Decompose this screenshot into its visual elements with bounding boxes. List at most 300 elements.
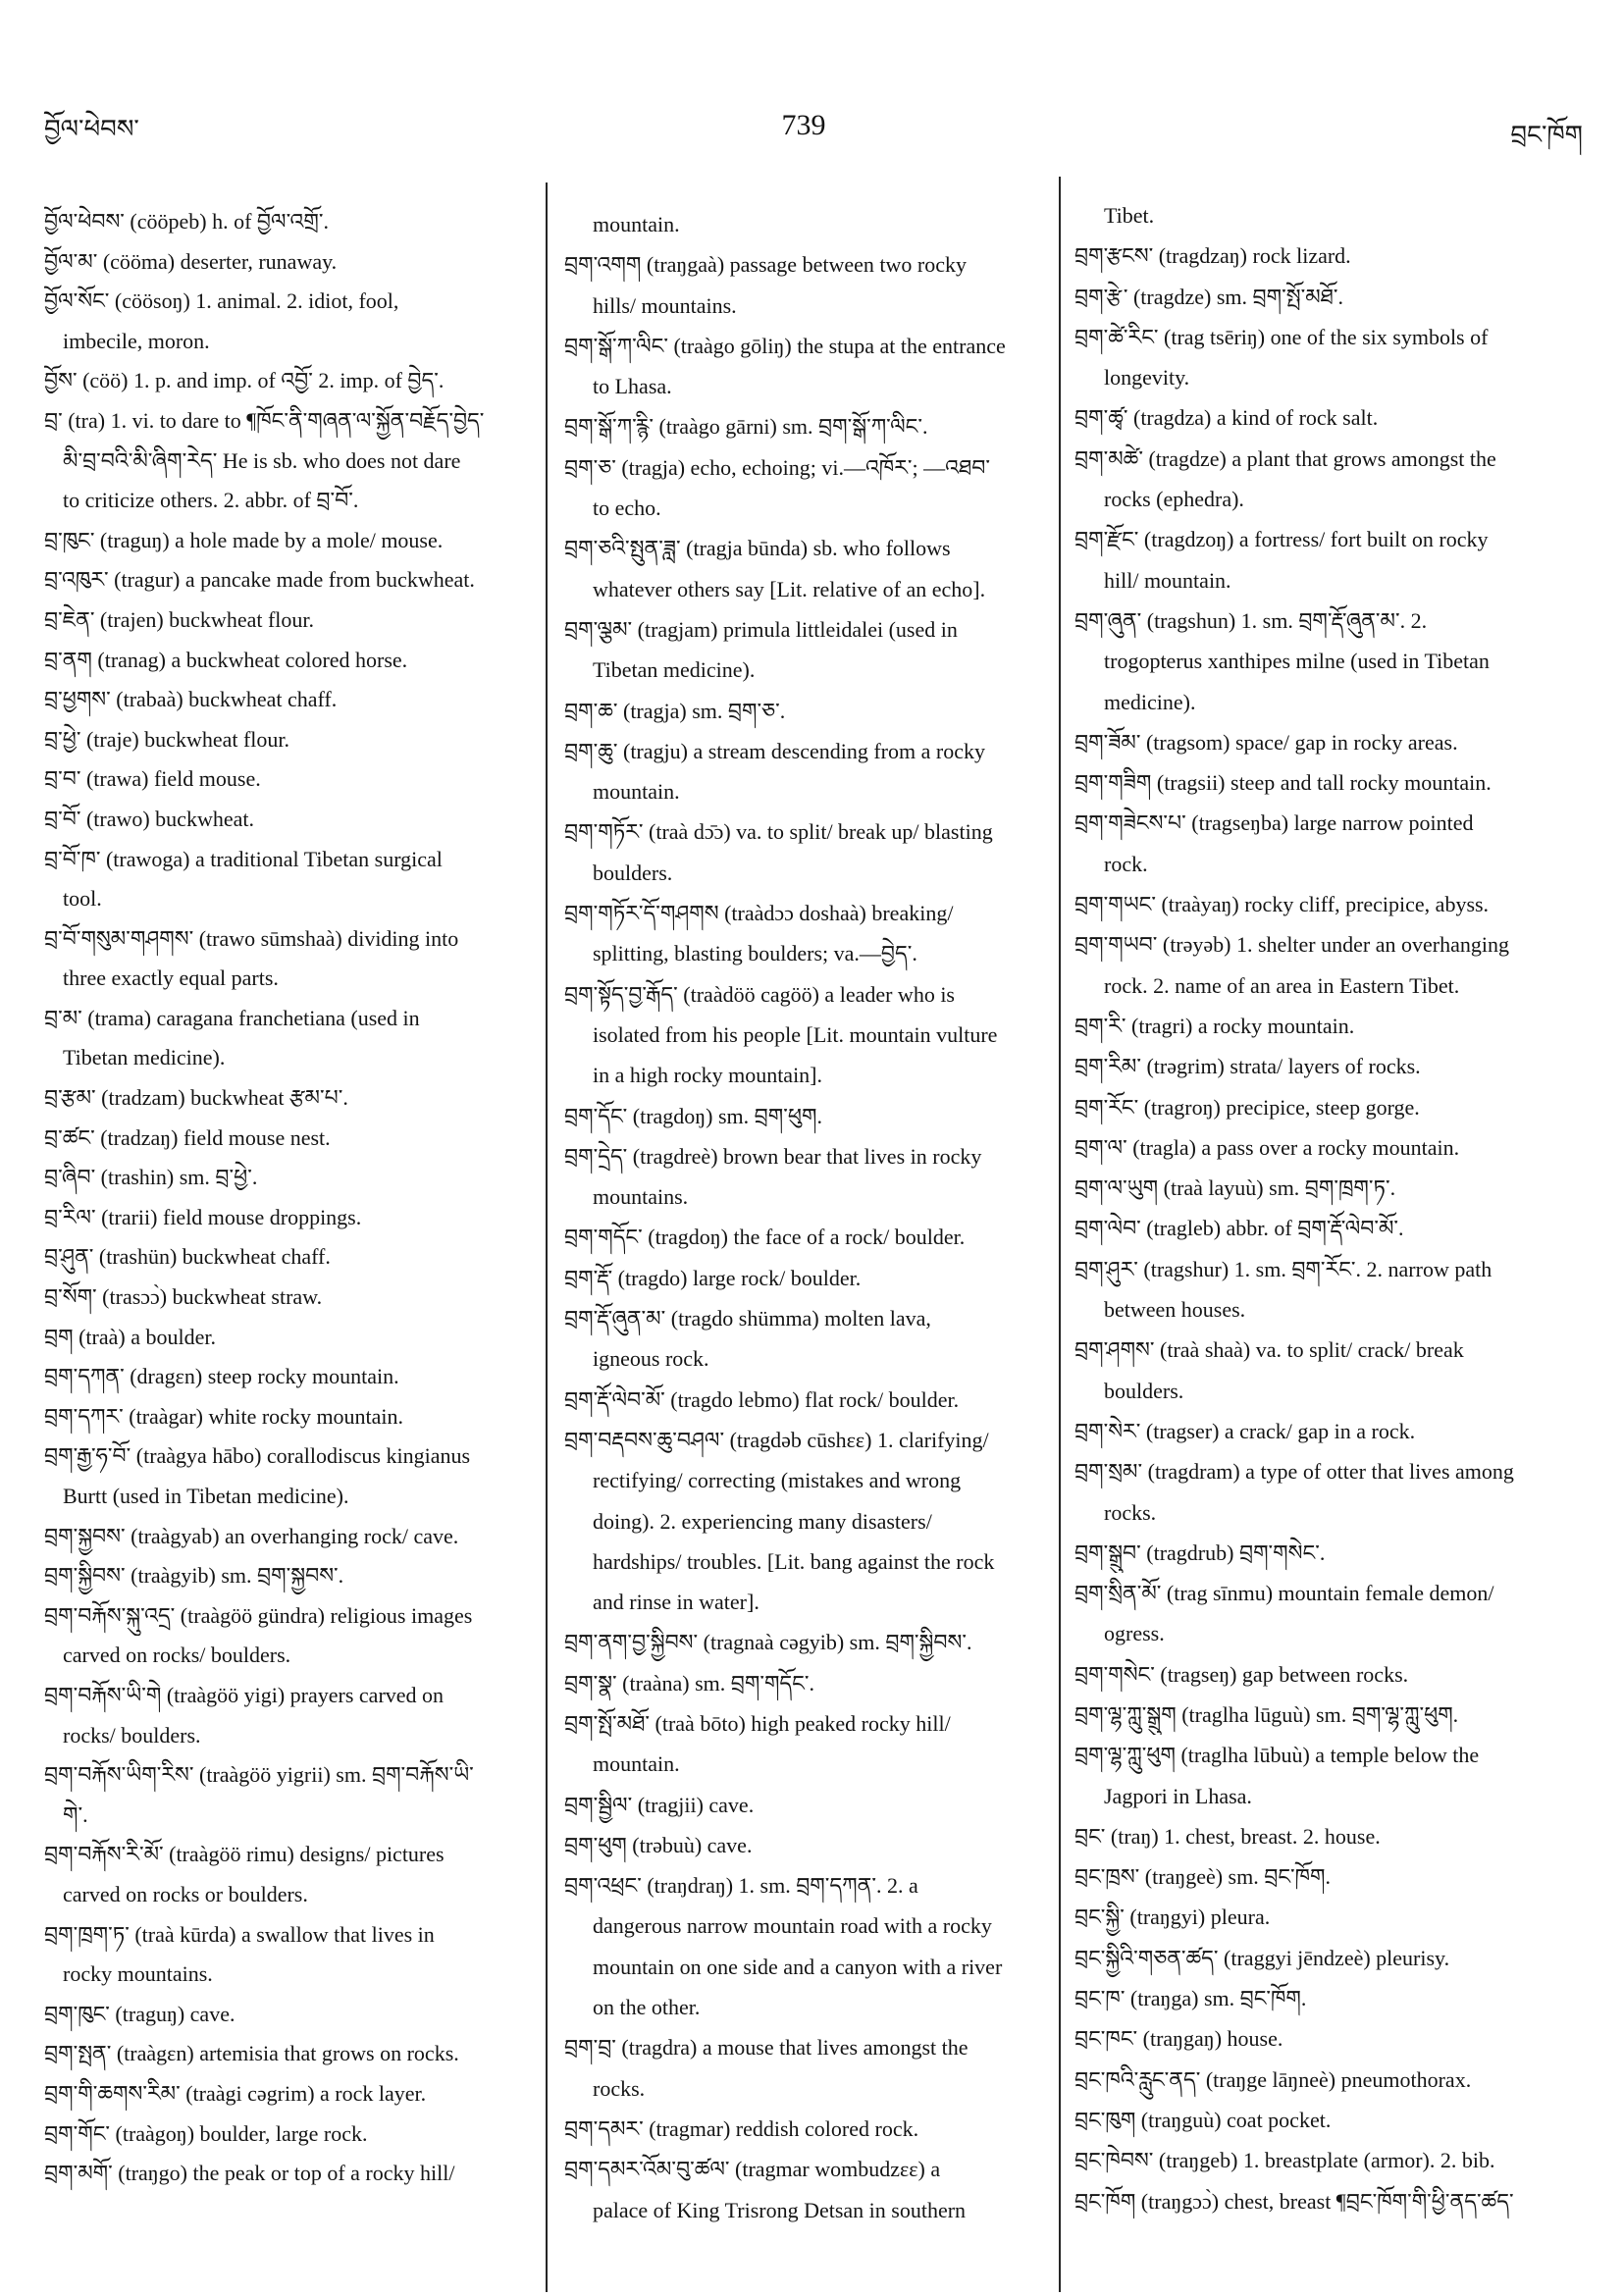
entry-continuation-line bbox=[564, 650, 1044, 690]
entry-headline bbox=[44, 1078, 535, 1119]
dictionary-entry bbox=[44, 759, 535, 800]
entry-line-text: བྲག་ཁུང་ (traguŋ) cave. bbox=[44, 2001, 236, 2026]
column-divider bbox=[546, 183, 548, 2292]
entry-headline bbox=[564, 2109, 1044, 2149]
entry-headline bbox=[44, 800, 535, 840]
entry-headline bbox=[1074, 2018, 1591, 2059]
entry-line-text: བྲ་རིལ་ (trarii) field mouse droppings. bbox=[44, 1204, 362, 1229]
entry-line-text: ogress. bbox=[1104, 1621, 1165, 1646]
entry-line-text: mountains. bbox=[593, 1184, 689, 1210]
entry-continuation-line bbox=[564, 853, 1044, 893]
entry-continuation-line bbox=[44, 481, 535, 521]
entry-line-text: བྲག་གདོང་ (tragdoŋ) the face of a rock/ boulder. bbox=[564, 1225, 966, 1250]
entry-headline bbox=[44, 242, 535, 283]
entry-line-text: བྲག་མགོ་ (traŋgo) the peak or top of a rocky hill/ bbox=[44, 2161, 455, 2186]
dictionary-entry bbox=[1074, 600, 1591, 722]
dictionary-entry bbox=[564, 691, 1044, 731]
entry-headline bbox=[564, 244, 1044, 285]
dictionary-entry bbox=[564, 2027, 1044, 2109]
entry-headline bbox=[44, 1995, 535, 2035]
entry-line-text: rock. bbox=[1104, 851, 1148, 876]
entry-line-text: བྲ་སོག་ (trasɔɔ̀) buckwheat straw. bbox=[44, 1284, 323, 1310]
dictionary-entry bbox=[564, 447, 1044, 529]
dictionary-entry bbox=[1074, 235, 1591, 276]
entry-headline bbox=[564, 1136, 1044, 1176]
entry-line-text: on the other. bbox=[593, 1995, 701, 2020]
entry-continuation-line bbox=[1074, 965, 1591, 1006]
entry-headline bbox=[44, 2114, 535, 2155]
entry-headline bbox=[1074, 762, 1591, 803]
entry-line-text: བྲ་མ་ (trama) caragana franchetiana (used in bbox=[44, 1005, 420, 1030]
entry-line-text: tool. bbox=[63, 886, 102, 912]
entry-continuation-line bbox=[44, 959, 535, 999]
entry-line-text: palace of King Trisrong Detsan in southern bbox=[593, 2197, 967, 2222]
entry-line-text: བྲག་ཅའི་སྤུན་ཟླ་ (tragja būnda) sb. who follows bbox=[564, 536, 951, 561]
column-2 bbox=[564, 204, 1044, 2235]
dictionary-entry bbox=[44, 560, 535, 600]
entry-headline bbox=[44, 759, 535, 800]
dictionary-entry bbox=[1074, 2100, 1591, 2140]
entry-headline bbox=[564, 1865, 1044, 1905]
entry-line-text: བྲག་ཁྲག་ཏ་ (traà kūrda) a swallow that lives in bbox=[44, 1921, 435, 1947]
dictionary-entry bbox=[1074, 519, 1591, 600]
dictionary-entry bbox=[44, 1318, 535, 1358]
entry-headline bbox=[1074, 924, 1591, 965]
entry-headline bbox=[1074, 1695, 1591, 1735]
entry-headline bbox=[564, 811, 1044, 852]
dictionary-entry bbox=[44, 1198, 535, 1238]
entry-headline bbox=[44, 641, 535, 681]
entry-line-text: བྲག་སྤན་ (traàgɛn) artemisia that grows on rocks. bbox=[44, 2041, 459, 2066]
entry-continuation-line bbox=[564, 1460, 1044, 1500]
entry-line-text: བྲག་སྐྱིབས་ (traàgyib) sm. བྲག་སྐྱབས་. bbox=[44, 1563, 344, 1589]
entry-line-text: བྲ་ཁུང་ (traguŋ) a hole made by a mole/ mouse. bbox=[44, 527, 444, 552]
entry-line-text: བྲག་དམར་ (tragmar) reddish colored rock. bbox=[564, 2115, 919, 2141]
entry-line-text: བྲང་ཁྲས་ (traŋgeè) sm. བྲང་ཁོག. bbox=[1074, 1864, 1332, 1890]
dictionary-entry bbox=[44, 1517, 535, 1557]
entry-continuation-line bbox=[564, 1947, 1044, 1987]
entry-headline bbox=[564, 326, 1044, 366]
dictionary-entry bbox=[1074, 1856, 1591, 1897]
entry-line-text: བྲག་རྡོ་ (tragdo) large rock/ boulder. bbox=[564, 1265, 862, 1290]
entry-line-text: rocks. bbox=[593, 2075, 646, 2101]
entry-line-text: བྲག་བརྐོས་ཡིག་རིས་ (traàgöö yigrii) sm. བྲག་བརྐོས་ཡི་ bbox=[44, 1762, 474, 1788]
dictionary-entry bbox=[1074, 1249, 1591, 1331]
entry-line-text: rock. 2. name of an area in Eastern Tibet. bbox=[1104, 972, 1460, 998]
entry-headline bbox=[564, 1622, 1044, 1662]
dictionary-entry bbox=[564, 528, 1044, 609]
dictionary-entry bbox=[1074, 1573, 1591, 1654]
dictionary-entry bbox=[44, 1078, 535, 1119]
dictionary-entry bbox=[1074, 803, 1591, 884]
entry-headline bbox=[564, 1420, 1044, 1460]
entry-headline bbox=[44, 680, 535, 720]
entry-line-text: mountain. bbox=[593, 779, 680, 805]
entry-headline bbox=[44, 1158, 535, 1198]
entry-headline bbox=[44, 1119, 535, 1159]
entry-line-text: བྲག་དྲེད་ (tragdreè) brown bear that lives in rocky bbox=[564, 1143, 982, 1169]
dictionary-entry bbox=[1074, 1006, 1591, 1046]
dictionary-entry bbox=[564, 326, 1044, 407]
entry-line-text: rectifying/ correcting (mistakes and wrong bbox=[593, 1468, 962, 1493]
entry-line-text: boulders. bbox=[593, 860, 673, 885]
entry-headline bbox=[564, 731, 1044, 771]
entry-continuation-line bbox=[564, 1744, 1044, 1784]
dictionary-entry bbox=[44, 401, 535, 521]
entry-line-text: བྲག་ལ་ཡུག (traà layuù) sm. བྲག་ཁྲག་ཏ་. bbox=[1074, 1175, 1396, 1201]
entry-line-text: བྲག་དམར་འོམ་བུ་ཚལ་ (tragmar wombudzɛɛ) a bbox=[564, 2157, 941, 2182]
entry-headline bbox=[1074, 1330, 1591, 1370]
entry-line-text: isolated from his people [Lit. mountain vulture bbox=[593, 1021, 998, 1047]
entry-headline bbox=[1074, 1046, 1591, 1086]
entry-headline bbox=[1074, 1938, 1591, 1978]
column-divider bbox=[1059, 177, 1061, 2292]
dictionary-entry bbox=[44, 1556, 535, 1596]
entry-line-text: བྲ་བོ་ཁ་ (trawoga) a traditional Tibetan surgical bbox=[44, 846, 443, 871]
entry-line-text: བྲག་ཆུ་ (tragju) a stream descending from a rocky bbox=[564, 738, 985, 763]
entry-line-text: བྲག་སྒྲུབ་ (tragdrub) བྲག་གསེང་. bbox=[1074, 1539, 1326, 1565]
entry-headline bbox=[564, 528, 1044, 568]
dictionary-entry bbox=[44, 1278, 535, 1318]
entry-continuation-line bbox=[44, 879, 535, 919]
dictionary-entry bbox=[564, 1136, 1044, 1218]
entry-line-text: བྲག་གཟིག (tragsii) steep and tall rocky mountain. bbox=[1074, 770, 1492, 796]
entry-continuation-line bbox=[564, 366, 1044, 406]
entry-headline bbox=[44, 600, 535, 641]
entry-line-text: in a high rocky mountain]. bbox=[593, 1063, 823, 1088]
entry-line-text: བྲག་སྲམ་ (tragdram) a type of otter that lives among bbox=[1074, 1459, 1514, 1485]
dictionary-entry bbox=[44, 1119, 535, 1159]
entry-headline bbox=[564, 893, 1044, 933]
entry-line-text: བྲང་ཁེབས་ (traŋgeb) 1. breastplate (armor). 2. bib. bbox=[1074, 2148, 1495, 2173]
entry-line-text: dangerous narrow mountain road with a rocky bbox=[593, 1913, 992, 1939]
entry-line-text: བྲག་ཚྭ་ (tragdza) a kind of rock salt. bbox=[1074, 405, 1379, 431]
entry-continuation-line bbox=[1074, 560, 1591, 600]
dictionary-entry bbox=[564, 1663, 1044, 1703]
dictionary-entry bbox=[564, 1298, 1044, 1380]
dictionary-entry bbox=[1074, 1208, 1591, 1248]
entry-line-text: བྲག་གསེང་ (tragseŋ) gap between rocks. bbox=[1074, 1661, 1409, 1687]
entry-line-text: Tibet. bbox=[1104, 203, 1155, 228]
entry-headline bbox=[1074, 1897, 1591, 1937]
entry-headline bbox=[1074, 277, 1591, 317]
dictionary-entry bbox=[44, 1755, 535, 1835]
entry-headline bbox=[44, 521, 535, 561]
dictionary-entry bbox=[1074, 317, 1591, 398]
entry-line-text: བྲག་སྐྱབས་ (traàgyab) an overhanging rock/ cave. bbox=[44, 1523, 459, 1548]
entry-line-text: hill/ mountain. bbox=[1104, 567, 1231, 593]
entry-line-text: བྱོལ་མ་ (cööma) deserter, runaway. bbox=[44, 248, 338, 274]
entry-continuation-line bbox=[564, 1338, 1044, 1379]
dictionary-entry bbox=[564, 1703, 1044, 1785]
entry-line-text: three exactly equal parts. bbox=[63, 965, 279, 991]
entry-headline bbox=[1074, 1735, 1591, 1775]
entry-line-text: བྲ་ཞིབ་ (trashin) sm. བྲ་ཕྱེ་. bbox=[44, 1165, 258, 1190]
entry-line-text: བྲག་སེར་ (tragser) a crack/ gap in a rock. bbox=[1074, 1418, 1416, 1443]
dictionary-entry bbox=[1074, 2181, 1591, 2221]
dictionary-entry bbox=[1074, 1451, 1591, 1533]
entry-line-text: བྲག་སྤོ་མཐོ་ (traà bōto) high peaked rocky hill/ bbox=[564, 1710, 951, 1736]
entry-line-text: བྲག་སྒོ་ཀ་ལིང་ (traàgo gōliŋ) the stupa at the entrance bbox=[564, 333, 1006, 358]
entry-continuation-line bbox=[1074, 1371, 1591, 1411]
entry-line-text: carved on rocks/ boulders. bbox=[63, 1643, 291, 1668]
entry-line-text: བྲ་ཚང་ (tradzaŋ) field mouse nest. bbox=[44, 1124, 331, 1150]
entry-line-text: to Lhasa. bbox=[593, 374, 672, 399]
entry-line-text: བྲག་རྡོ་ཞུན་མ་ (tragdo shümma) molten lava, bbox=[564, 1306, 931, 1331]
entry-headline bbox=[44, 202, 535, 242]
dictionary-entry bbox=[44, 1915, 535, 1995]
entry-headline bbox=[44, 1357, 535, 1397]
dictionary-entry bbox=[44, 282, 535, 361]
entry-line-text: mountain on one side and a canyon with a river bbox=[593, 1954, 1003, 1979]
dictionary-entry bbox=[564, 1785, 1044, 1825]
dictionary-entry bbox=[44, 1158, 535, 1198]
entry-headline bbox=[1074, 1168, 1591, 1208]
dictionary-entry bbox=[1074, 439, 1591, 520]
entry-headline bbox=[1074, 2140, 1591, 2180]
entry-headline bbox=[44, 720, 535, 760]
entry-headline bbox=[1074, 1249, 1591, 1289]
entry-line-text: བྲ་ནག (tranag) a buckwheat colored horse. bbox=[44, 647, 408, 672]
entry-headline bbox=[564, 1096, 1044, 1136]
entry-line-text: བྲག་སྦྱིལ་ (tragjii) cave. bbox=[564, 1792, 755, 1817]
dictionary-entry bbox=[564, 1865, 1044, 2027]
entry-headline bbox=[564, 974, 1044, 1015]
entry-line-text: mountain. bbox=[593, 1751, 680, 1777]
entry-line-text: མི་བྲ་བའི་མི་ཞིག་རེད་ He is sb. who does not dare bbox=[63, 447, 461, 473]
entry-headline bbox=[44, 1676, 535, 1716]
page-number: 739 bbox=[781, 109, 826, 141]
entry-line-text: བྲག་གཏོར་དོ་གཤགས (traàdɔɔ doshaà) breaking/ bbox=[564, 901, 954, 926]
entry-line-text: བྲག་འཕྲང་ (traŋdraŋ) 1. sm. བྲག་དཀན་. 2. a bbox=[564, 1873, 918, 1899]
entry-continuation-line bbox=[1074, 682, 1591, 722]
entry-headline bbox=[564, 609, 1044, 650]
entry-headline bbox=[564, 1703, 1044, 1744]
dictionary-entry bbox=[1074, 884, 1591, 924]
dictionary-entry bbox=[44, 1436, 535, 1516]
entry-headline bbox=[1074, 1451, 1591, 1491]
entry-line-text: བྲག་གཡང་ (traàyaŋ) rocky cliff, precipice, abyss. bbox=[1074, 892, 1490, 917]
entry-line-text: བྲག་ལེབ་ (tragleb) abbr. of བྲག་རྡོ་ལེབ་མོ་. bbox=[1074, 1216, 1404, 1241]
entry-line-text: བྲང་ཁའི་རླུང་ནད་ (traŋge lāŋneè) pneumothorax. bbox=[1074, 2066, 1472, 2092]
dictionary-entry bbox=[564, 609, 1044, 691]
entry-headline bbox=[564, 447, 1044, 488]
dictionary-entry bbox=[1074, 1938, 1591, 1978]
entry-headline bbox=[44, 1397, 535, 1437]
entry-headline bbox=[564, 1217, 1044, 1257]
entry-headline bbox=[1074, 235, 1591, 276]
entry-continuation-line bbox=[44, 1477, 535, 1517]
entry-line-text: to echo. bbox=[593, 496, 661, 521]
dictionary-entry bbox=[1074, 924, 1591, 1006]
entry-line-text: Tibetan medicine). bbox=[63, 1045, 226, 1070]
dictionary-entry bbox=[564, 2149, 1044, 2230]
entry-headline bbox=[1074, 722, 1591, 762]
entry-line-text: བྲག་རྩངས་ (tragdzaŋ) rock lizard. bbox=[1074, 243, 1351, 269]
dictionary-entry bbox=[44, 600, 535, 641]
entry-line-text: བྲག་ལྕམ་ (tragjam) primula littleidalei (used in bbox=[564, 616, 958, 642]
entry-line-text: བྲག་གོང་ (traàgoŋ) boulder, large rock. bbox=[44, 2120, 368, 2146]
entry-line-text: བྲང་སྐྱིའི་གཅན་ཚད་ (traggyi jēndzeè) pleurisy. bbox=[1074, 1945, 1450, 1970]
entry-line-text: བྲ་བོ་གསུམ་གཤགས་ (trawo sūmshaà) dividing into bbox=[44, 925, 459, 951]
entry-continuation-line bbox=[1074, 1492, 1591, 1533]
entry-line-text: བྲག་དཀར་ (traàgar) white rocky mountain. bbox=[44, 1403, 404, 1429]
entry-headline bbox=[44, 999, 535, 1039]
entry-line-text: བྲ་བོ་ (trawo) buckwheat. bbox=[44, 806, 254, 831]
entry-line-text: བྲ་ཤུན་ (trashün) buckwheat chaff. bbox=[44, 1244, 331, 1270]
entry-line-text: བྲང་ཁ་ (traŋga) sm. བྲང་ཁོག. bbox=[1074, 1986, 1307, 2011]
dictionary-entry bbox=[1074, 2018, 1591, 2059]
dictionary-entry bbox=[1074, 1046, 1591, 1086]
dictionary-entry bbox=[564, 974, 1044, 1096]
entry-line-text: Tibetan medicine). bbox=[593, 657, 756, 683]
entry-line-text: བྲ་ཕྱགས་ (trabaà) buckwheat chaff. bbox=[44, 687, 338, 712]
entry-headline bbox=[44, 1755, 535, 1796]
dictionary-entry bbox=[1074, 1087, 1591, 1127]
entry-headline bbox=[564, 2027, 1044, 2067]
entry-headline bbox=[44, 840, 535, 880]
entry-continuation-line bbox=[564, 1055, 1044, 1095]
dictionary-entry bbox=[1074, 277, 1591, 317]
dictionary-entry bbox=[44, 800, 535, 840]
entry-headline bbox=[44, 1556, 535, 1596]
entry-line-text: བྱོལ་སོང་ (cöösoŋ) 1. animal. 2. idiot, fool, bbox=[44, 288, 399, 314]
entry-continuation-line bbox=[1074, 1613, 1591, 1653]
entry-line-text: བྲ་བ་ (trawa) field mouse. bbox=[44, 766, 261, 792]
entry-headline bbox=[1074, 1411, 1591, 1451]
entry-continuation-line bbox=[564, 1541, 1044, 1582]
entry-headline bbox=[1074, 1087, 1591, 1127]
entry-continuation-line bbox=[564, 286, 1044, 326]
entry-headline bbox=[564, 1380, 1044, 1420]
dictionary-entry bbox=[44, 919, 535, 999]
entry-headline bbox=[564, 1785, 1044, 1825]
entry-headline bbox=[1074, 519, 1591, 559]
entry-headline bbox=[1074, 1208, 1591, 1248]
entry-line-text: བྲང་ (traŋ) 1. chest, breast. 2. house. bbox=[1074, 1823, 1381, 1849]
dictionary-entry bbox=[564, 1258, 1044, 1298]
entry-line-text: igneous rock. bbox=[593, 1346, 709, 1372]
entry-line-text: and rinse in water]. bbox=[593, 1590, 759, 1615]
entry-headline bbox=[1074, 2060, 1591, 2100]
entry-line-text: བྲ་ཇེན་ (trajen) buckwheat flour. bbox=[44, 606, 315, 632]
entry-line-text: བྲག་བརྐོས་རི་མོ་ (traàgöö rimu) designs/ pictures bbox=[44, 1842, 445, 1867]
entry-line-text: བྲ་འཁུར་ (tragur) a pancake made from buckwheat. bbox=[44, 567, 475, 593]
dictionary-entry bbox=[564, 893, 1044, 974]
entry-continuation-line bbox=[1074, 479, 1591, 519]
entry-continuation-line bbox=[564, 1905, 1044, 1946]
continued-entry-line bbox=[564, 204, 1044, 244]
dictionary-entry bbox=[564, 1096, 1044, 1136]
entry-line-text: བྲག་གི་ཆགས་རིམ་ (traàgi cəgrim) a rock layer. bbox=[44, 2080, 427, 2106]
entry-headline bbox=[44, 282, 535, 322]
entry-continuation-line bbox=[564, 2068, 1044, 2109]
entry-line-text: longevity. bbox=[1104, 365, 1190, 391]
entry-continuation-line bbox=[1074, 1289, 1591, 1330]
entry-line-text: splitting, blasting boulders; va.—བྱེད་. bbox=[593, 941, 917, 966]
dictionary-entry bbox=[44, 1237, 535, 1278]
entry-headline bbox=[44, 1198, 535, 1238]
column-3 bbox=[1074, 195, 1591, 2226]
entry-line-text: བྲག་འགག (traŋgaà) passage between two rocky bbox=[564, 252, 967, 278]
entry-line-text: carved on rocks or boulders. bbox=[63, 1881, 308, 1906]
entry-headline bbox=[1074, 1573, 1591, 1613]
entry-headline bbox=[1074, 397, 1591, 438]
entry-continuation-line bbox=[1074, 844, 1591, 884]
entry-line-text: བྲག་ལྷ་ཀླུ་སྒྲུག (traglha lūguù) sm. བྲག་ལྷ་ཀླུ་ཕུག. bbox=[1074, 1701, 1459, 1727]
dictionary-entry bbox=[44, 202, 535, 242]
entry-line-text: བྲང་སྐྱི་ (traŋgyi) pleura. bbox=[1074, 1905, 1271, 1930]
dictionary-entry bbox=[564, 1622, 1044, 1662]
entry-headline bbox=[44, 1237, 535, 1278]
dictionary-entry bbox=[1074, 1654, 1591, 1695]
entry-line-text: བྲག་ཤུར་ (tragshur) 1. sm. བྲག་རོང་. 2. narrow path bbox=[1074, 1256, 1492, 1281]
dictionary-entry bbox=[564, 2109, 1044, 2149]
entry-headline bbox=[44, 1517, 535, 1557]
entry-headline bbox=[1074, 1006, 1591, 1046]
continued-entry-line bbox=[1074, 195, 1591, 235]
dictionary-entry bbox=[1074, 2140, 1591, 2180]
entry-headline bbox=[1074, 600, 1591, 641]
dictionary-entry bbox=[564, 244, 1044, 326]
entry-continuation-line bbox=[44, 322, 535, 362]
entry-line-text: བྲག་ལྷ་ཀླུ་ཕུག (traglha lūbuù) a temple below the bbox=[1074, 1743, 1480, 1768]
entry-headline bbox=[1074, 884, 1591, 924]
dictionary-entry bbox=[1074, 1897, 1591, 1937]
entry-continuation-line bbox=[44, 1875, 535, 1915]
dictionary-entry bbox=[44, 641, 535, 681]
entry-headline bbox=[564, 1825, 1044, 1865]
dictionary-entry bbox=[1074, 1330, 1591, 1411]
entry-headline bbox=[1074, 1856, 1591, 1897]
entry-headline bbox=[1074, 803, 1591, 843]
entry-headline bbox=[44, 361, 535, 401]
entry-continuation-line bbox=[1074, 357, 1591, 397]
dictionary-entry bbox=[1074, 1695, 1591, 1735]
dictionary-entry bbox=[44, 1596, 535, 1676]
entry-headline bbox=[44, 1318, 535, 1358]
entry-headline bbox=[44, 401, 535, 442]
entry-line-text: བྲག་བརྡབས་ཆུ་བཤལ་ (tragdəb cūshɛɛ) 1. clarifying/ bbox=[564, 1427, 989, 1452]
entry-headline bbox=[1074, 1978, 1591, 2018]
entry-line-text: hardships/ troubles. [Lit. bang against the rock bbox=[593, 1548, 995, 1574]
dictionary-entry bbox=[44, 1995, 535, 2035]
entry-continuation-line bbox=[44, 1716, 535, 1756]
entry-headline bbox=[44, 1596, 535, 1637]
dictionary-entry bbox=[1074, 1127, 1591, 1168]
entry-line-text: rocks (ephedra). bbox=[1104, 487, 1244, 512]
entry-line-text: བྲག་རོང་ (tragroŋ) precipice, steep gorge. bbox=[1074, 1094, 1420, 1120]
entry-line-text: rocks. bbox=[1104, 1499, 1157, 1525]
dictionary-entry bbox=[1074, 762, 1591, 803]
dictionary-entry bbox=[1074, 2060, 1591, 2100]
entry-line-text: བྲག་སྟོད་བྱ་རྒོད་ (traàdöö cagöö) a leader who is bbox=[564, 981, 955, 1007]
entry-headline bbox=[1074, 2181, 1591, 2221]
entry-line-text: བྲག་རྡོ་ལེབ་མོ་ (tragdo lebmo) flat rock/ boulder. bbox=[564, 1386, 960, 1412]
entry-line-text: བྲང་ཁུག (traŋguù) coat pocket. bbox=[1074, 2107, 1332, 2132]
entry-headline bbox=[1074, 1127, 1591, 1168]
entry-line-text: to criticize others. 2. abbr. of བྲ་བོ་. bbox=[63, 488, 359, 513]
entry-line-text: Jagpori in Lhasa. bbox=[1104, 1783, 1252, 1808]
entry-headline bbox=[44, 919, 535, 960]
entry-headline bbox=[564, 406, 1044, 446]
entry-line-text: between houses. bbox=[1104, 1297, 1246, 1323]
left-guide-word: བྱོལ་ཕེབས་ bbox=[44, 115, 139, 144]
entry-continuation-line bbox=[564, 2190, 1044, 2230]
entry-line-text: བྲག་ཕུག (trəbuù) cave. bbox=[564, 1832, 753, 1857]
entry-continuation-line bbox=[44, 1955, 535, 1995]
entry-headline bbox=[44, 1278, 535, 1318]
